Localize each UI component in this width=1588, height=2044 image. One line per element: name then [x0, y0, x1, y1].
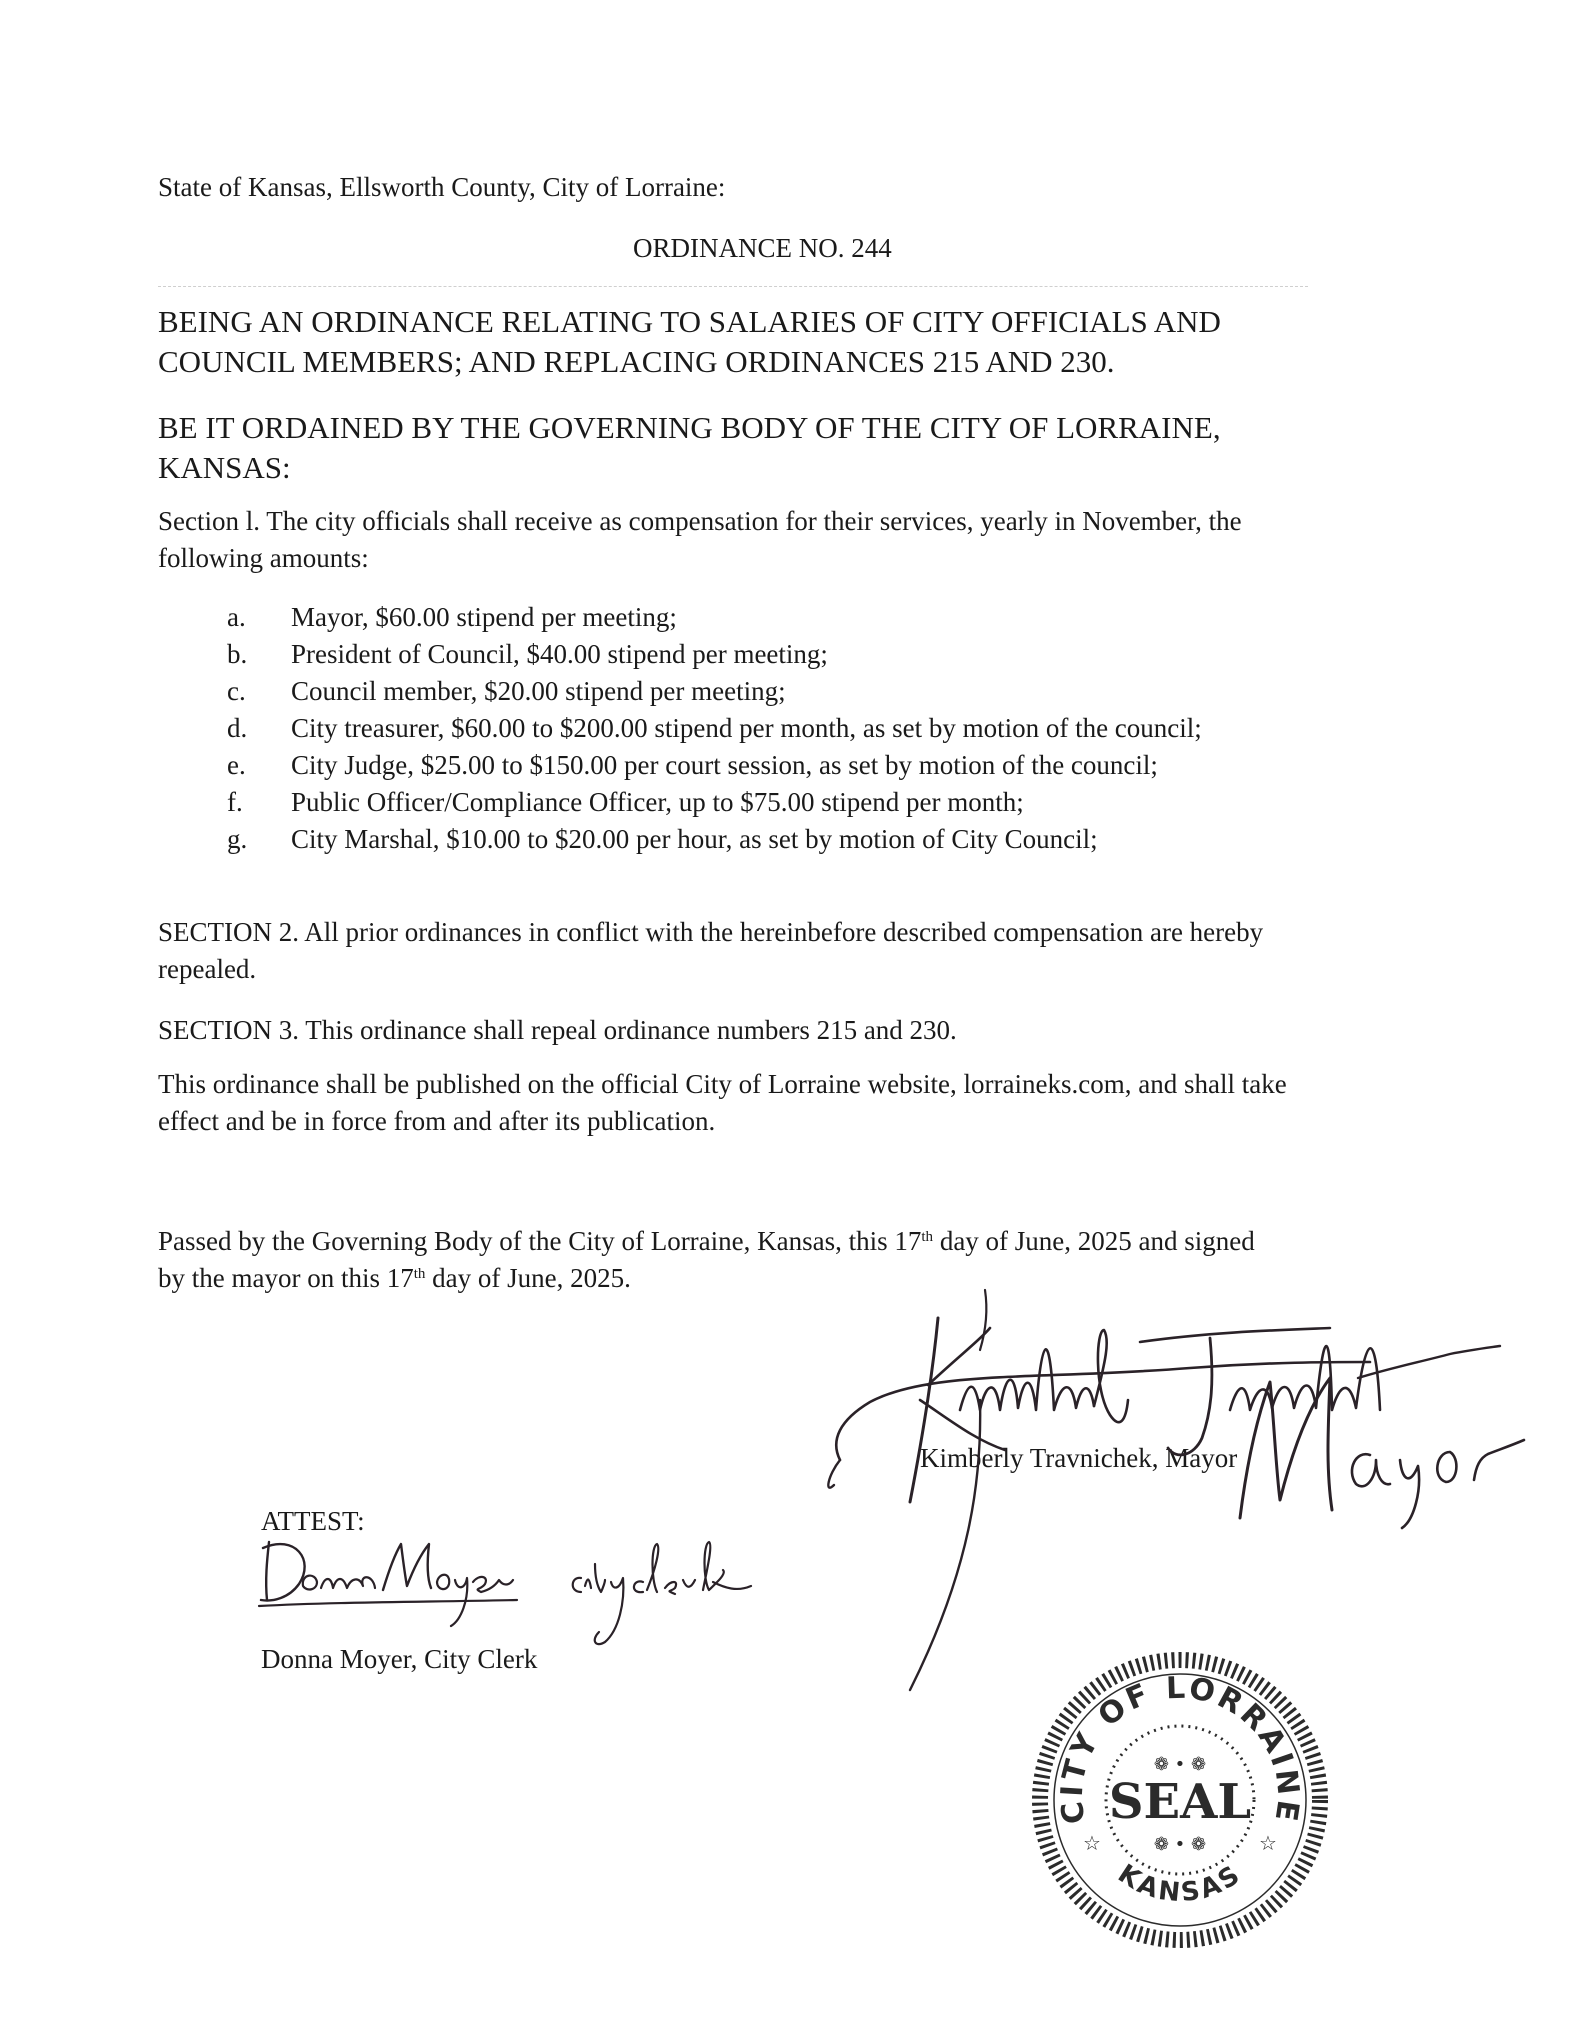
attest-label: ATTEST: — [261, 1506, 365, 1536]
mayor-name-title: Kimberly Travnichek, Mayor — [920, 1443, 1238, 1473]
list-item-letter: c. — [227, 676, 246, 706]
section-3-text: SECTION 3. This ordinance shall repeal ordinance numbers 215 and 230. — [158, 1015, 957, 1045]
list-item-letter: a. — [227, 602, 246, 632]
jurisdiction-line: State of Kansas, Ellsworth County, City of Lorraine: — [158, 172, 726, 202]
svg-text:❁ • ❁: ❁ • ❁ — [1153, 1754, 1207, 1775]
seal-top-text: CITY OF LORRAINE — [1054, 1670, 1306, 1827]
clerk-name-title: Donna Moyer, City Clerk — [261, 1644, 538, 1674]
passage-text: by the mayor on this 17th day of June, 2025. — [158, 1263, 631, 1293]
star-icon: ☆ — [1259, 1831, 1277, 1855]
list-item-letter: d. — [227, 713, 248, 743]
list-item-text: City Marshal, $10.00 to $20.00 per hour, as set by motion of City Council; — [291, 824, 1098, 854]
list-item-text: Public Officer/Compliance Officer, up to $75.00 stipend per month; — [291, 787, 1024, 817]
seal-center-text: SEAL — [1108, 1774, 1252, 1830]
star-icon: ☆ — [1083, 1831, 1101, 1855]
city-seal — [1030, 1650, 1330, 1950]
ordinance-number: ORDINANCE NO. 244 — [633, 233, 892, 263]
enacting-line: BE IT ORDAINED BY THE GOVERNING BODY OF THE CITY OF LORRAINE, — [158, 410, 1221, 445]
enacting-line: KANSAS: — [158, 450, 291, 485]
section-2-text: repealed. — [158, 954, 257, 984]
passage-text: Passed by the Governing Body of the City of Lorraine, Kansas, this 17th day of June, 2025 and signed — [158, 1226, 1255, 1256]
publication-text: effect and be in force from and after its publication. — [158, 1106, 716, 1136]
caption-line: BEING AN ORDINANCE RELATING TO SALARIES OF CITY OFFICIALS AND — [158, 304, 1221, 339]
list-item-text: Mayor, $60.00 stipend per meeting; — [291, 602, 677, 632]
list-item-text: City treasurer, $60.00 to $200.00 stipend per month, as set by motion of the council; — [291, 713, 1202, 743]
divider — [158, 286, 1308, 287]
svg-text:KANSAS — [1112, 1859, 1247, 1909]
list-item-text: Council member, $20.00 stipend per meeting; — [291, 676, 786, 706]
mayor-signature — [810, 1270, 1530, 1670]
caption-line: COUNCIL MEMBERS; AND REPLACING ORDINANCES 215 AND 230. — [158, 344, 1115, 379]
list-item-text: President of Council, $40.00 stipend per meeting; — [291, 639, 828, 669]
section-2-text: SECTION 2. All prior ordinances in conflict with the hereinbefore described compensation are hereby — [158, 917, 1264, 947]
seal-bottom-text: KANSAS — [1112, 1858, 1248, 1909]
section-1-text: following amounts: — [158, 543, 369, 573]
section-1-text: Section l. The city officials shall receive as compensation for their services, yearly in November, the — [158, 506, 1242, 536]
clerk-signature — [255, 1530, 815, 1650]
list-item-letter: e. — [227, 750, 246, 780]
list-item-letter: g. — [227, 824, 248, 854]
publication-text: This ordinance shall be published on the official City of Lorraine website, lorraineks.com, and shall take — [158, 1069, 1287, 1099]
list-item-letter: b. — [227, 639, 248, 669]
list-item-letter: f. — [227, 787, 243, 817]
svg-text:❁ • ❁: ❁ • ❁ — [1153, 1834, 1207, 1855]
list-item-text: City Judge, $25.00 to $150.00 per court session, as set by motion of the council; — [291, 750, 1158, 780]
